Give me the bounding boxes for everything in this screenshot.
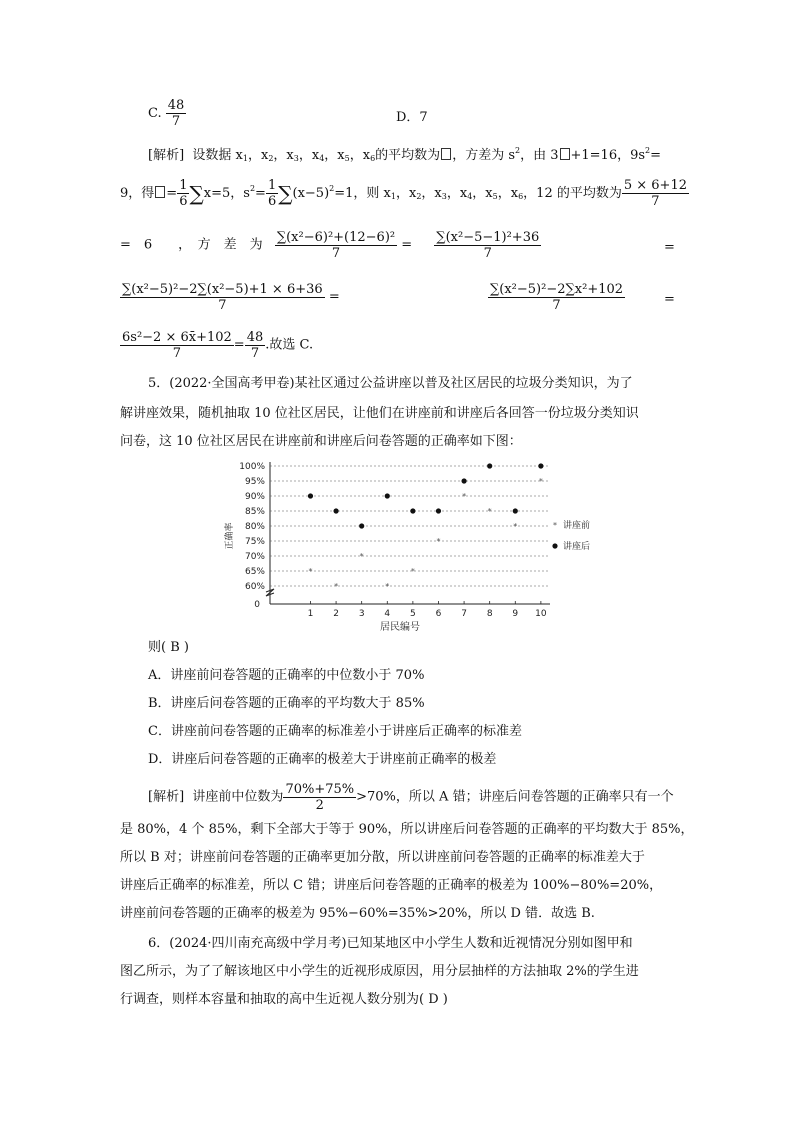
q4-analysis-line2: 9，得 = $\frac{1}{6}$ ∑x=5，$s^2=$ $\frac{1}{6}$ $\sum(x-5)^2=1$，则 $x_1$，$x_2$，$x_3$，$x_4$，$x_5$，$x_6$，12 的平均数为 $\frac{5 \times 6+12}{7}$	[120, 178, 687, 209]
before-point: *	[334, 582, 339, 591]
q5-stem-line3: 问卷，这 10 位社区居民在讲座前和讲座后问卷答题的正确率如下图：	[120, 434, 522, 449]
q5-option-d: D．讲座后问卷答题的正确率的极差大于讲座前正确率的极差	[148, 752, 497, 767]
variance-fraction-1: $\frac{\text{∑(x²−6)²+(12−6)²}}{7}$	[276, 230, 396, 261]
q6-stem-line1: 6．(2024·四川南充高级中学月考)已知某地区中小学生人数和近视情况分别如图甲和	[148, 936, 633, 951]
legend-before-label: 讲座前	[563, 521, 591, 531]
q6-stem-line2: 图乙所示，为了了解该地区中小学生的近视形成原因，用分层抽样的方法抽取 2%的学生进	[120, 964, 639, 979]
mean-placeholder-icon	[441, 148, 451, 160]
x-tick-label: 4	[384, 609, 391, 619]
y-tick-label: 95%	[244, 477, 265, 487]
after-point	[410, 508, 415, 513]
after-point	[359, 523, 364, 528]
x-tick-label: 5	[410, 609, 416, 619]
sum-symbol: ∑	[189, 181, 204, 206]
sum-symbol: ∑	[278, 181, 293, 206]
q5-analysis-line4: 讲座后正确率的标准差，所以 C 错；讲座后问卷答题的正确率的极差为 100%−80%=20%，	[120, 878, 663, 893]
result-fraction: $\frac{48}{7}$	[246, 330, 264, 361]
after-point	[538, 463, 543, 468]
mean-fraction: $\frac{5 \times 6+12}{7}$	[623, 178, 687, 209]
before-point: *	[487, 507, 492, 516]
y-tick-label: 100%	[239, 462, 265, 472]
before-point: *	[308, 567, 313, 576]
q4-analysis-line1: [解析] 设数据 $x_1$，$x_2$，$x_3$，$x_4$，$x_5$，$x_6$的平均数为 ，方差为 $s^2$，由 3 +1=16，$9s^2=$	[148, 146, 662, 163]
y-tick-label: 85%	[244, 507, 265, 517]
before-point: *	[436, 537, 441, 546]
x-tick-label: 6	[435, 609, 442, 619]
one-sixth-fraction: $\frac{1}{6}$	[179, 178, 188, 209]
q5-analysis-line1: [解析] 讲座前中位数为 $\frac{70\%+75\%}{2}$ >70%，所以 A 错；讲座后问卷答题的正确率只有一个	[148, 782, 674, 813]
legend-after-marker	[552, 543, 557, 548]
x-tick-label: 9	[512, 609, 519, 619]
q5-option-b: B．讲座后问卷答题的正确率的平均数大于 85%	[148, 696, 425, 711]
y-tick-label: 90%	[244, 492, 265, 502]
legend-before-marker: *	[553, 521, 557, 530]
x-axis-label: 居民编号	[380, 622, 420, 633]
q5-analysis-line3: 所以 B 对；讲座前问卷答题的正确率更加分散，所以讲座前问卷答题的正确率的标准差大于	[120, 850, 645, 865]
q4-analysis-line4: $\frac{\text{∑(x²−5)²−2∑(x²−5)+1 × 6+36}}{7}$ =	[122, 282, 340, 313]
mean-placeholder-icon	[155, 186, 165, 198]
after-point	[333, 508, 338, 513]
option-c-label: C.	[148, 106, 162, 121]
q5-stem-line2: 解讲座效果，随机抽取 10 位社区居民，让他们在讲座前和讲座后各回答一份垃圾分类知识	[120, 406, 639, 421]
one-sixth-fraction: $\frac{1}{6}$	[267, 178, 277, 209]
after-point	[513, 508, 518, 513]
y-tick-label: 75%	[244, 537, 265, 547]
before-point: *	[385, 582, 390, 591]
analysis-tag: [解析]	[148, 148, 185, 163]
q4-analysis-line5: $\frac{\text{6s²−2 × 6x̄+102}}{7}$ = $\frac{48}{7}$ .故选 C.	[122, 330, 314, 361]
option-d: D．7	[396, 110, 428, 125]
x-tick-label: 7	[461, 609, 467, 619]
q5-stem-line1: 5．(2022·全国高考甲卷)某社区通过公益讲座以普及社区居民的垃圾分类知识，为了	[148, 376, 633, 391]
after-point	[308, 493, 313, 498]
legend-after-label: 讲座后	[563, 542, 591, 552]
variance-fraction-3: $\frac{\text{∑(x²−5)²−2∑(x²−5)+1 × 6+36}}{7}$	[122, 282, 323, 313]
variance-fraction-2: $\frac{\text{∑(x²−5−1)²+36}}{7}$	[436, 230, 540, 261]
before-point: *	[410, 567, 415, 576]
y-tick-label: 65%	[244, 567, 265, 577]
accuracy-scatter-chart	[220, 456, 600, 636]
x-tick-label: 1	[307, 609, 314, 619]
after-point	[461, 478, 466, 483]
variance-fraction-5: $\frac{\text{6s²−2 × 6x̄+102}}{7}$	[122, 330, 232, 361]
q5-then: 则( B )	[148, 640, 189, 655]
before-point: *	[359, 552, 364, 561]
x-tick-label: 8	[486, 609, 493, 619]
y-axis-label: 正确率	[225, 522, 235, 550]
after-point	[436, 508, 441, 513]
y-tick-label: 70%	[244, 552, 265, 562]
y-zero-label: 0	[254, 600, 260, 610]
q4-eq-right-1: =	[664, 240, 675, 255]
q4-analysis-line3: = 6 ， 方 差 为 $\frac{\text{∑(x²−6)²+(12−6)²}}{7}$ = $\frac{\text{∑(x²−5−1)²+36}}{7}$	[120, 230, 540, 261]
after-point	[487, 463, 492, 468]
x-tick-label: 3	[358, 609, 365, 619]
option-c	[148, 98, 186, 129]
y-tick-label: 80%	[244, 522, 265, 532]
q5-option-a: A．讲座前问卷答题的正确率的中位数小于 70%	[148, 668, 425, 683]
median-fraction: $\frac{70\%+75\%}{2}$	[285, 782, 355, 813]
q4-analysis-line4-right	[488, 282, 625, 313]
after-point	[385, 493, 390, 498]
q5-analysis-line5: 讲座前问卷答题的正确率的极差为 95%−60%=35%>20%，所以 D 错．故选 B.	[120, 906, 595, 921]
before-point: *	[538, 477, 543, 486]
before-point: *	[462, 492, 467, 501]
option-c-fraction: $\frac{48}{7}$	[167, 98, 185, 129]
axis-break-icon	[266, 589, 274, 596]
variance-fraction-4: $\frac{\text{∑(x²−5)²−2∑x²+102}}{7}$	[490, 282, 624, 313]
q5-analysis-line2: 是 80%，4 个 85%，剩下全部大于等于 90%，所以讲座后问卷答题的正确率的平均数大于 85%，	[120, 822, 694, 837]
x-tick-label: 2	[333, 609, 339, 619]
x-tick-label: 10	[535, 609, 547, 619]
mean-placeholder-icon	[560, 148, 570, 160]
before-point: *	[513, 522, 518, 531]
y-tick-label: 60%	[244, 582, 265, 592]
q4-eq-right-2: =	[664, 292, 675, 307]
q5-option-c: C．讲座前问卷答题的正确率的标准差小于讲座后正确率的标准差	[148, 724, 522, 739]
q6-stem-line3: 行调查，则样本容量和抽取的高中生近视人数分别为( D )	[120, 992, 448, 1007]
